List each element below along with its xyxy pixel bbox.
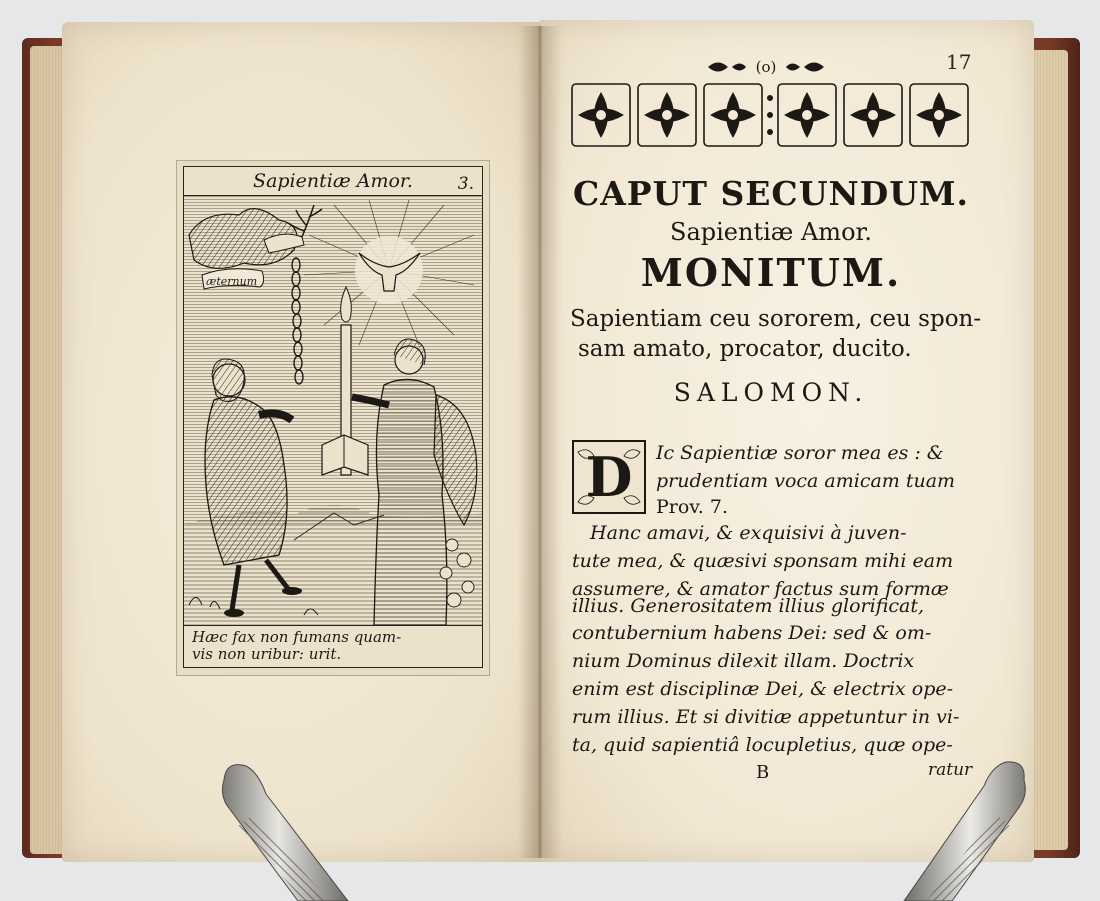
body-line-1: Ic Sapientiæ soror mea es : &	[656, 442, 944, 464]
chapter-title: CAPUT SECUNDUM.	[572, 174, 970, 213]
caption-line-2: vis non uribur: urit.	[192, 645, 342, 663]
ornamental-headpiece	[570, 78, 970, 152]
plate-title	[184, 167, 482, 196]
section-heading: MONITUM.	[640, 250, 902, 295]
body-line-9: nium Dominus dilexit illam. Doctrix	[572, 650, 915, 672]
body-line-6: assumere, & amator factus sum formæ	[572, 578, 949, 600]
plate-title-text: Sapientiæ Amor.	[253, 170, 413, 192]
drop-cap	[572, 440, 646, 514]
plate-number: 3.	[457, 174, 474, 194]
book-holder-right	[896, 756, 1036, 901]
body-line-4: Hanc amavi, & exquisivi à juven-	[590, 522, 907, 544]
body-line-12: ta, quid sapientiâ locupletius, quæ ope-	[572, 734, 953, 756]
headpiece-top-text: (o)	[755, 58, 777, 76]
book-gutter-shadow	[518, 26, 562, 858]
engraving-illustration	[184, 195, 482, 625]
body-line-7: illius. Generositatem illius glorificat,	[572, 595, 925, 617]
chapter-subtitle: Sapientiæ Amor.	[670, 218, 872, 246]
motto-author: SALOMON.	[673, 378, 869, 407]
page-number: 17	[946, 50, 972, 74]
motto-line-1: Sapientiam ceu sororem, ceu spon-	[570, 306, 982, 332]
book-holder-left	[212, 760, 362, 901]
body-line-2: prudentiam voca amicam tuam	[656, 470, 956, 492]
body-line-5: tute mea, & quæsivi sponsam mihi eam	[572, 550, 954, 572]
motto-line-2: sam amato, procator, ducito.	[578, 336, 912, 362]
body-line-8: contubernium habens Dei: sed & om-	[572, 622, 932, 644]
headpiece-top-ornament	[706, 56, 826, 78]
body-line-3: Prov. 7.	[656, 496, 728, 518]
engraving-frame	[183, 166, 483, 668]
banner-text: æternum	[206, 275, 258, 288]
caption-line-1: Hæc fax non fumans quam-	[192, 628, 402, 646]
plate-caption	[184, 625, 482, 667]
signature-mark: B	[756, 762, 770, 783]
drop-cap-letter: D	[585, 445, 633, 509]
body-line-11: rum illius. Et si divitiæ appetuntur in vi-	[572, 706, 960, 728]
catchword: ratur	[928, 760, 973, 780]
body-line-10: enim est disciplinæ Dei, & electrix ope-	[572, 678, 954, 700]
